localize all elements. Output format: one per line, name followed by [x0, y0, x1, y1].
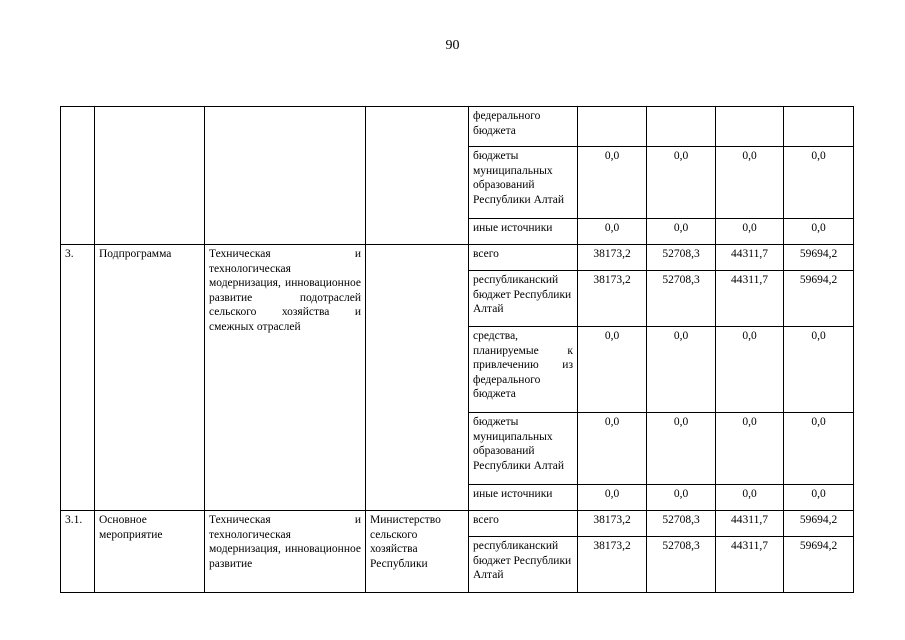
cell-value: 0,0: [784, 147, 854, 219]
cell-name: Техническая и технологическая модернизация, инновационное развитие: [205, 511, 366, 593]
cell-value: 0,0: [647, 147, 716, 219]
budget-table: [60, 106, 854, 593]
cell-type: Подпрограмма: [95, 245, 205, 511]
cell-value: 0,0: [647, 485, 716, 511]
cell-value: [716, 107, 784, 147]
cell-value: 44311,7: [716, 271, 784, 327]
cell-value: 0,0: [647, 327, 716, 413]
cell-value: 44311,7: [716, 537, 784, 593]
page-number: 90: [445, 38, 460, 53]
cell-number: 3.: [61, 245, 95, 511]
cell-number: [61, 107, 95, 245]
cell-value: 44311,7: [716, 511, 784, 537]
cell-value: 0,0: [716, 413, 784, 485]
cell-value: 52708,3: [647, 245, 716, 271]
cell-value: 44311,7: [716, 245, 784, 271]
cell-funding-source: средства, планируемые к привлечению из федерального бюджета: [469, 327, 578, 413]
cell-funding-source: всего: [469, 245, 578, 271]
cell-value: 0,0: [716, 147, 784, 219]
cell-funding-source: бюджеты муниципальных образований Республики Алтай: [469, 147, 578, 219]
cell-value: 38173,2: [578, 245, 647, 271]
cell-value: 0,0: [784, 327, 854, 413]
cell-value: 0,0: [578, 219, 647, 245]
cell-name: Техническая и технологическая модернизация, инновационное развитие подотраслей сельского хозяйства и смежных отраслей: [205, 245, 366, 511]
cell-value: 38173,2: [578, 537, 647, 593]
cell-executor: Министерство сельского хозяйства Республики: [366, 511, 469, 593]
cell-value: 0,0: [784, 219, 854, 245]
cell-value: 0,0: [647, 413, 716, 485]
cell-value: 59694,2: [784, 245, 854, 271]
cell-value: 0,0: [716, 485, 784, 511]
cell-value: 52708,3: [647, 537, 716, 593]
cell-funding-source: иные источники: [469, 219, 578, 245]
cell-value: [784, 107, 854, 147]
cell-type: Основное мероприятие: [95, 511, 205, 593]
cell-executor: [366, 245, 469, 511]
cell-funding-source: всего: [469, 511, 578, 537]
cell-value: 52708,3: [647, 511, 716, 537]
cell-funding-source: бюджеты муниципальных образований Республики Алтай: [469, 413, 578, 485]
table-row: [61, 245, 854, 271]
cell-value: 0,0: [578, 327, 647, 413]
table-row: [61, 511, 854, 537]
cell-value: 0,0: [716, 219, 784, 245]
cell-funding-source: иные источники: [469, 485, 578, 511]
cell-funding-source: республиканский бюджет Республики Алтай: [469, 271, 578, 327]
cell-number: 3.1.: [61, 511, 95, 593]
cell-value: 0,0: [578, 485, 647, 511]
cell-funding-source: федерального бюджета: [469, 107, 578, 147]
table-row: [61, 107, 854, 147]
cell-name: [205, 107, 366, 245]
cell-value: 0,0: [578, 413, 647, 485]
cell-value: 38173,2: [578, 271, 647, 327]
cell-value: 59694,2: [784, 537, 854, 593]
cell-value: 0,0: [716, 327, 784, 413]
cell-value: [578, 107, 647, 147]
cell-value: [647, 107, 716, 147]
cell-value: 0,0: [784, 413, 854, 485]
cell-value: 59694,2: [784, 271, 854, 327]
cell-value: 52708,3: [647, 271, 716, 327]
cell-executor: [366, 107, 469, 245]
cell-value: 0,0: [784, 485, 854, 511]
cell-funding-source: республиканский бюджет Республики Алтай: [469, 537, 578, 593]
cell-value: 0,0: [647, 219, 716, 245]
cell-value: 59694,2: [784, 511, 854, 537]
cell-value: 38173,2: [578, 511, 647, 537]
cell-type: [95, 107, 205, 245]
cell-value: 0,0: [578, 147, 647, 219]
